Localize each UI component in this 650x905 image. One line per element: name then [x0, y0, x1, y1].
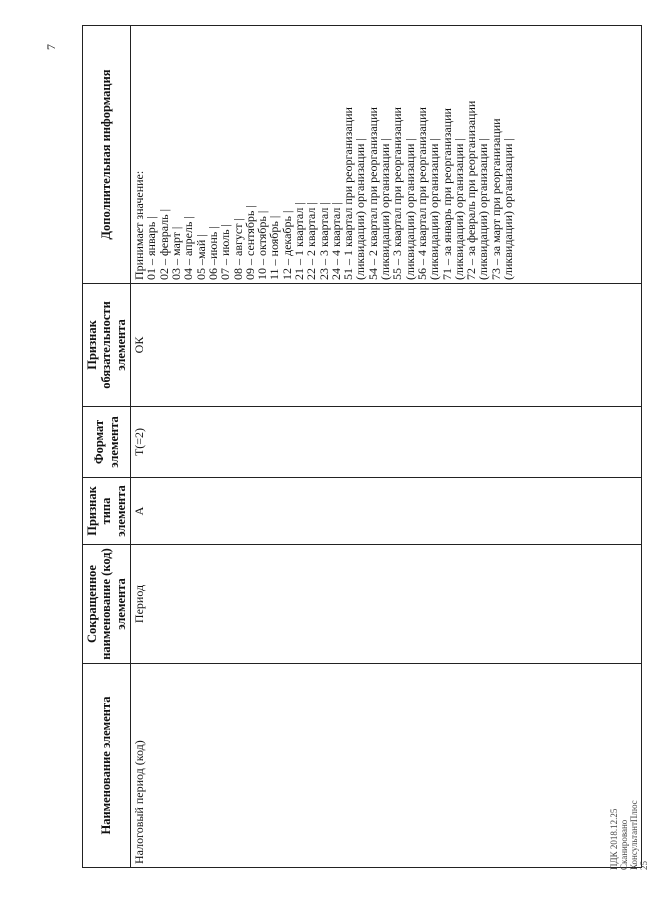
info-item: 56 – 4 квартал при реорганизации — [414, 107, 429, 280]
info-item: 55 – 3 квартал при реорганизации — [390, 107, 405, 280]
info-item: 22 – 2 квартал | — [304, 202, 319, 280]
info-intro: Принимает значение: — [132, 170, 147, 280]
info-item: 12 – декабрь | — [279, 210, 294, 280]
info-item: 02 – февраль | — [156, 208, 171, 280]
info-item: 71 – за январь при реорганизации — [439, 108, 454, 280]
cell-name: Налоговый период (код) — [131, 664, 642, 868]
cell-code: Период — [131, 545, 642, 664]
info-item: 08 – август | — [230, 218, 245, 280]
header-name: Наименование элемента — [83, 664, 131, 868]
info-item: (ликвидации) организации | — [427, 138, 442, 280]
info-item: (ликвидации) организации | — [402, 138, 417, 280]
elements-table — [82, 25, 642, 868]
page-number: 7 — [44, 44, 58, 50]
info-item: 72 – за февраль при реорганизации — [464, 100, 479, 280]
info-item: (ликвидации) организации | — [353, 138, 368, 280]
info-item: 04 – апрель | — [181, 216, 196, 280]
footer-line-2: Сканировано КонсультантПлюс 25 — [618, 800, 649, 870]
cell-required: ОК — [131, 284, 642, 407]
cell-format: T(=2) — [131, 407, 642, 478]
table-header-row — [83, 26, 131, 868]
info-item: 73 – за март при реорганизации — [488, 118, 503, 280]
header-info: Дополнительная информация — [83, 26, 131, 284]
info-item: (ликвидации) организации | — [378, 138, 393, 280]
info-item: 54 – 2 квартал при реорганизации — [365, 107, 380, 280]
info-item: 07 – июль | — [218, 224, 233, 280]
info-item: 11 – ноябрь | — [267, 215, 282, 280]
header-required: Признак обязательности элемента — [83, 284, 131, 407]
cell-type: А — [131, 478, 642, 545]
header-format: Формат элемента — [83, 407, 131, 478]
info-item: 24 – 4 квартал | — [328, 202, 343, 280]
info-item: 23 – 3 квартал | — [316, 202, 331, 280]
info-item: 01 – январь | — [144, 216, 159, 280]
info-item: 51 – 1 квартал при реорганизации — [341, 107, 356, 280]
info-item: 21 – 1 квартал | — [291, 202, 306, 280]
info-item: (ликвидации) организации | — [476, 138, 491, 280]
info-item: 03 – март | — [169, 226, 184, 280]
info-item: 05 –май | — [193, 234, 208, 280]
info-list — [145, 29, 514, 280]
info-item: (ликвидации) организации | — [501, 138, 516, 280]
header-code: Сокращенное наименование (код) элемента — [83, 545, 131, 664]
info-item: 09 – сентябрь | — [242, 205, 257, 280]
rotated-table-container — [82, 68, 642, 868]
cell-info — [131, 26, 642, 284]
info-item: (ликвидации) организации | — [451, 138, 466, 280]
footer-stamp — [610, 800, 650, 870]
header-type: Признак типа элемента — [83, 478, 131, 545]
footer-line-1: ПДК 2018.12.25 — [609, 808, 619, 870]
info-item: 06 –июнь | — [205, 226, 220, 280]
table-row — [131, 26, 642, 868]
info-item: 10 – октябрь | — [255, 210, 270, 280]
